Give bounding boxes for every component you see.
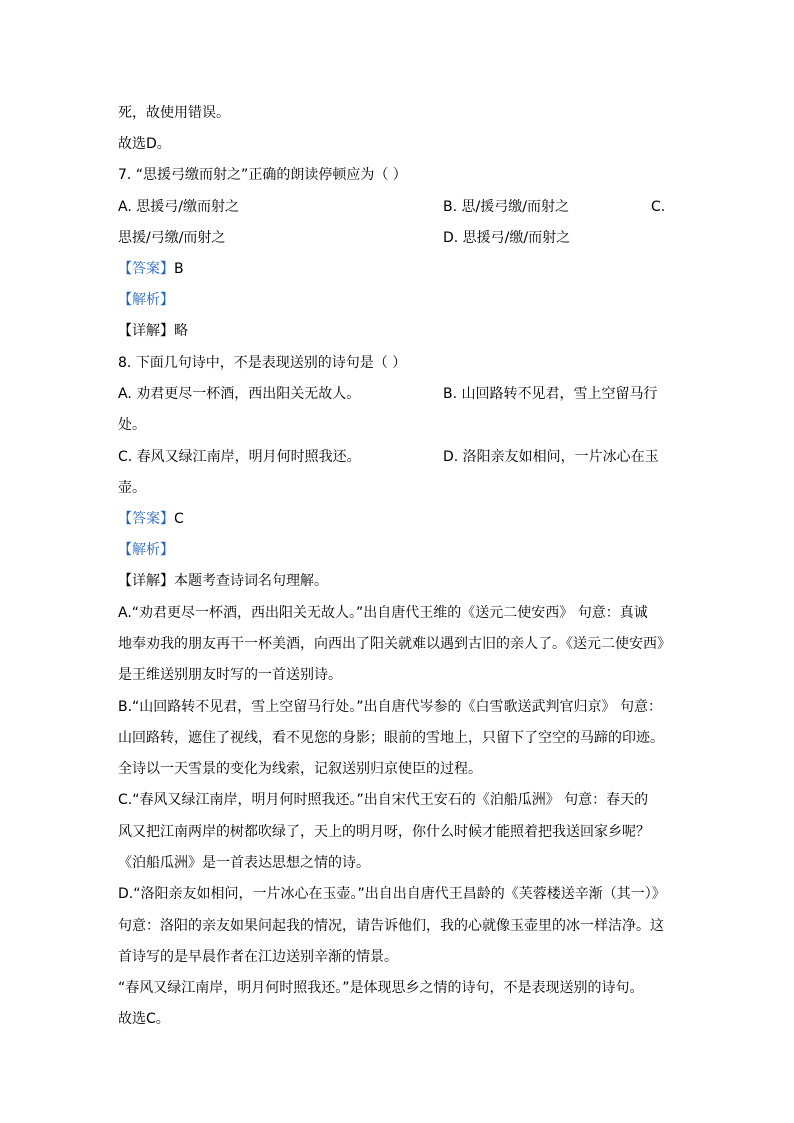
paragraph-line: 句意：洛阳的亲友如果问起我的情况，请告诉他们，我的心就像玉壶里的冰一样洁净。这	[118, 918, 664, 934]
analysis-tag: 【解析】	[118, 292, 174, 308]
paragraph-line: 故选C。	[118, 1011, 170, 1027]
option-7c: 思援/弓缴/而射之	[118, 230, 226, 246]
paragraph-line: 风又把江南两岸的树都吹绿了，天上的明月呀，你什么时候才能照着把我送回家乡呢？	[118, 824, 650, 840]
option-8d: D. 洛阳亲友如相问，一片冰心在玉	[443, 449, 659, 465]
paragraph-line: “春风又绿江南岸，明月何时照我还。”是体现思乡之情的诗句，不是表现送别的诗句。	[118, 980, 644, 996]
question-8: 8. 下面几句诗中，不是表现送别的诗句是（ ）	[118, 355, 407, 371]
analysis-7	[118, 290, 174, 310]
paragraph-line: B.“山回路转不见君，雪上空留马行处。”出自唐代岑参的《白雪歌送武判官归京》 句意：	[118, 699, 663, 715]
option-8a: A. 劝君更尽一杯酒，西出阳关无故人。	[118, 386, 361, 402]
answer-value: B	[174, 261, 184, 277]
paragraph-line: D.“洛阳亲友如相问，一片冰心在玉壶。”出自出自唐代王昌龄的《芙蓉楼送辛渐（其一）》	[118, 886, 666, 902]
paragraph-line: 地奉劝我的朋友再干一杯美酒，向西出了阳关就难以遇到古旧的亲人了。《送元二使安西》	[118, 636, 671, 652]
option-7a: A. 思援弓/缴而射之	[118, 199, 239, 215]
paragraph-line: 山回路转，遮住了视线，看不见您的身影；眼前的雪地上，只留下了空空的马蹄的印迹。	[118, 730, 664, 746]
option-8d-cont: 壶。	[118, 480, 146, 496]
detail-value: 略	[174, 323, 188, 339]
option-8c: C. 春风又绿江南岸，明月何时照我还。	[118, 449, 361, 465]
paragraph-line: 是王维送别朋友时写的一首送别诗。	[118, 667, 342, 683]
text-line: 死，故使用错误。	[118, 105, 230, 121]
detail-tag: 【详解】	[118, 573, 174, 589]
answer-7	[118, 259, 184, 279]
answer-value: C	[174, 511, 184, 527]
option-8b-cont: 处。	[118, 417, 146, 433]
paragraph-line: 《泊船瓜洲》是一首表达思想之情的诗。	[118, 855, 370, 871]
paragraph-line: 首诗写的是早晨作者在江边送别辛渐的情景。	[118, 949, 398, 965]
paragraph-line: C.“春风又绿江南岸，明月何时照我还。”出自宋代王安石的《泊船瓜洲》 句意：春天的	[118, 792, 649, 808]
option-7d: D. 思援弓/缴/而射之	[443, 230, 571, 246]
answer-8	[118, 509, 184, 529]
option-7b: B. 思/援弓缴/而射之	[443, 199, 569, 215]
detail-8	[118, 571, 328, 591]
answer-tag: 【答案】	[118, 261, 174, 277]
detail-tag: 【详解】	[118, 323, 174, 339]
detail-7	[118, 321, 188, 341]
option-7c-label: C.	[651, 199, 666, 215]
detail-value: 本题考查诗词名句理解。	[174, 573, 328, 589]
analysis-tag: 【解析】	[118, 542, 174, 558]
paragraph-line: 全诗以一天雪景的变化为线索，记叙送别归京使臣的过程。	[118, 761, 482, 777]
option-8b: B. 山回路转不见君，雪上空留马行	[443, 386, 658, 402]
analysis-8	[118, 540, 174, 560]
question-7: 7. “思援弓缴而射之”正确的朗读停顿应为（ ）	[118, 167, 407, 183]
answer-tag: 【答案】	[118, 511, 174, 527]
paragraph-line: A.“劝君更尽一杯酒，西出阳关无故人。”出自唐代王维的《送元二使安西》 句意：真诚	[118, 605, 648, 621]
text-line: 故选D。	[118, 136, 171, 152]
